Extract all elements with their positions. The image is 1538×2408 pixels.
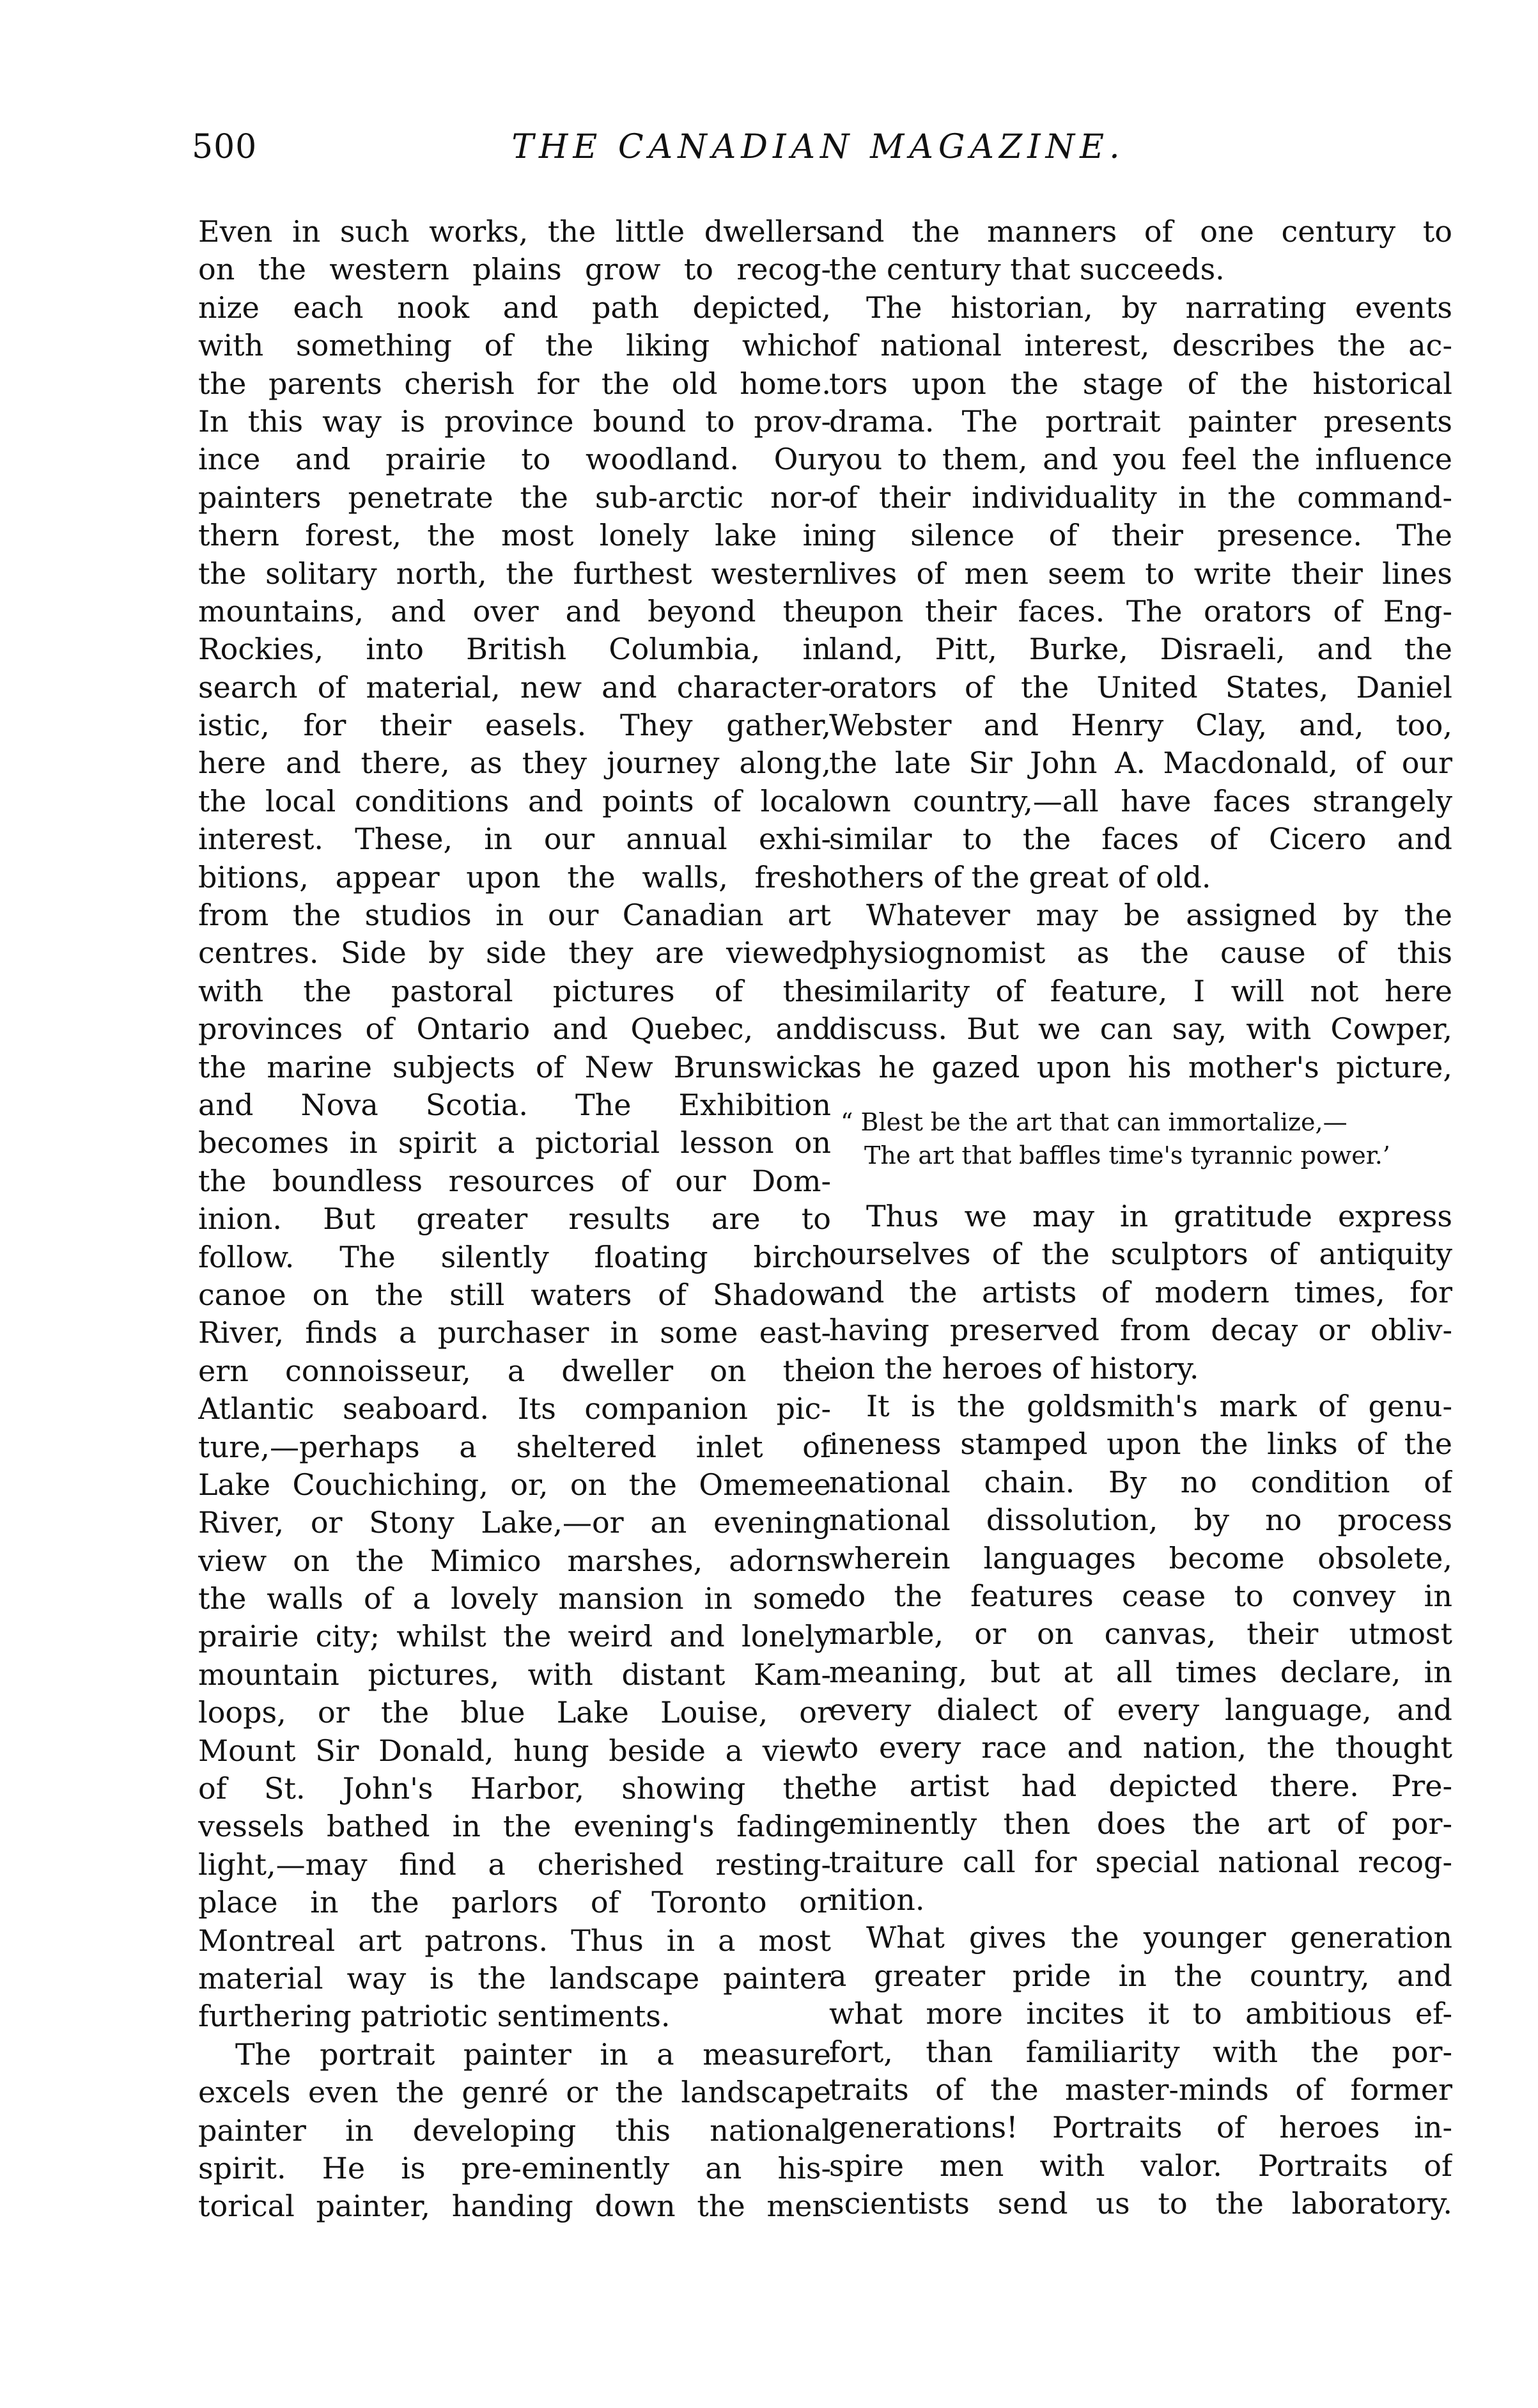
text-line: Even in such works, the little dwellers [198, 214, 831, 249]
text-line: spire men with valor. Portraits of [829, 2148, 1452, 2183]
text-line: and Nova Scotia. The Exhibition [198, 1087, 831, 1122]
page-number: 500 [192, 128, 258, 166]
quote-line: The art that baffles time's tyrannic power.’ [864, 1141, 1390, 1169]
text-line: bitions, appear upon the walls, fresh [198, 859, 831, 895]
text-line: the artist had depicted there. Pre- [829, 1768, 1452, 1803]
text-line: land, Pitt, Burke, Disraeli, and the [829, 632, 1452, 667]
block-quote [829, 1106, 1452, 1172]
text-line: what more incites it to ambitious ef- [829, 1996, 1452, 2031]
text-line: a greater pride in the country, and [829, 1958, 1452, 1993]
text-line: light,—may find a cherished resting- [198, 1847, 831, 1882]
text-line: with the pastoral pictures of the [198, 973, 831, 1008]
text-line: thern forest, the most lonely lake in [198, 518, 831, 553]
text-line: becomes in spirit a pictorial lesson on [198, 1125, 831, 1161]
text-line: River, or Stony Lake,—or an evening [198, 1505, 831, 1540]
text-line: meaning, but at all times declare, in [829, 1654, 1452, 1689]
text-line: having preserved from decay or obliv- [829, 1313, 1452, 1348]
text-line: Webster and Henry Clay, and, too, [829, 708, 1452, 743]
text-line: inion. But greater results are to [198, 1201, 831, 1237]
text-line: provinces of Ontario and Quebec, and [198, 1012, 831, 1047]
text-line: nize each nook and path depicted, [198, 290, 831, 325]
text-line: centres. Side by side they are viewed [198, 935, 831, 971]
text-line: Atlantic seaboard. Its companion pic- [198, 1391, 831, 1427]
quote-line: “ Blest be the art that can immortalize,— [841, 1107, 1348, 1136]
text-line: Rockies, into British Columbia, in [198, 632, 831, 667]
left-column [198, 213, 831, 2226]
text-line: own country,—all have faces strangely [829, 783, 1452, 818]
text-line: place in the parlors of Toronto or [198, 1885, 831, 1920]
paragraph-start-line: What gives the younger generation [866, 1920, 1452, 1955]
text-line: marble, or on canvas, their utmost [829, 1616, 1452, 1652]
text-line: River, finds a purchaser in some east- [198, 1315, 831, 1350]
text-line: canoe on the still waters of Shadow [198, 1277, 831, 1312]
text-line: and the artists of modern times, for [829, 1274, 1452, 1310]
text-line: the marine subjects of New Brunswick [198, 1049, 831, 1084]
text-line: torical painter, handing down the men [198, 2189, 831, 2224]
text-line: national dissolution, by no process [829, 1503, 1452, 1538]
text-line: view on the Mimico marshes, adorns [198, 1543, 831, 1578]
text-line: Lake Couchiching, or, on the Omemee [198, 1467, 831, 1502]
text-line: Montreal art patrons. Thus in a most [198, 1923, 831, 1958]
text-line: wherein languages become obsolete, [829, 1540, 1452, 1575]
text-line: every dialect of every language, and [829, 1693, 1452, 1728]
text-line: material way is the landscape painter [198, 1960, 831, 1996]
text-line: lives of men seem to write their lines [829, 556, 1452, 591]
text-line: similarity of feature, I will not here [829, 973, 1452, 1008]
text-line: ern connoisseur, a dweller on the [198, 1353, 831, 1388]
text-line: prairie city; whilst the weird and lonely [198, 1619, 831, 1654]
paragraph-start-line: It is the goldsmith's mark of genu- [866, 1388, 1452, 1423]
text-line: interest. These, in our annual exhi- [198, 822, 831, 857]
text-line: do the features cease to convey in [829, 1578, 1452, 1613]
text-line: ing silence of their presence. The [829, 518, 1452, 553]
text-line: the local conditions and points of local [198, 783, 831, 818]
text-line: the century that succeeds. [829, 252, 1225, 287]
text-line: ourselves of the sculptors of antiquity [829, 1237, 1452, 1272]
text-line: of national interest, describes the ac- [829, 328, 1452, 363]
text-line: painters penetrate the sub-arctic nor- [198, 480, 831, 515]
text-line: of St. John's Harbor, showing the [198, 1771, 831, 1806]
text-line: traits of the master-minds of former [829, 2072, 1452, 2107]
text-line: to every race and nation, the thought [829, 1730, 1452, 1765]
paragraph-start-line: The historian, by narrating events [866, 290, 1452, 325]
text-line: physiognomist as the cause of this [829, 935, 1452, 971]
text-line: furthering patriotic sentiments. [198, 1999, 671, 2034]
text-line: scientists send us to the laboratory. [829, 2186, 1452, 2221]
running-head: THE CANADIAN MAGAZINE. [511, 128, 1125, 166]
text-line: In this way is province bound to prov- [198, 403, 831, 439]
paragraph-start-line: The portrait painter in a measure [235, 2037, 831, 2072]
text-line: similar to the faces of Cicero and [829, 822, 1452, 857]
text-line: ineness stamped upon the links of the [829, 1427, 1452, 1462]
text-line: istic, for their easels. They gather, [198, 708, 831, 743]
text-line: follow. The silently floating birch [198, 1239, 831, 1274]
text-line: from the studios in our Canadian art [198, 898, 831, 933]
text-line: of their individuality in the command- [829, 480, 1452, 515]
text-line: painter in developing this national [198, 2113, 831, 2148]
text-line: Mount Sir Donald, hung beside a view [198, 1733, 831, 1768]
text-line: others of the great of old. [829, 859, 1211, 895]
text-line: the solitary north, the furthest western [198, 556, 831, 591]
text-line: fort, than familiarity with the por- [829, 2034, 1452, 2069]
text-line: generations! Portraits of heroes in- [829, 2110, 1452, 2145]
text-line: loops, or the blue Lake Louise, or [198, 1695, 831, 1730]
text-line: upon their faces. The orators of Eng- [829, 593, 1452, 629]
text-line: you to them, and you feel the influence [829, 442, 1452, 477]
text-line: search of material, new and character- [198, 669, 831, 705]
text-line: as he gazed upon his mother's picture, [829, 1049, 1452, 1084]
text-line: traiture call for special national recog- [829, 1844, 1452, 1879]
paragraph-start-line: Whatever may be assigned by the [866, 898, 1452, 933]
text-line: on the western plains grow to recog- [198, 252, 831, 287]
text-line: with something of the liking which [198, 328, 831, 363]
text-line: drama. The portrait painter presents [829, 403, 1452, 439]
right-column [829, 213, 1452, 2223]
text-line: eminently then does the art of por- [829, 1806, 1452, 1841]
text-line: the boundless resources of our Dom- [198, 1163, 831, 1198]
text-line: tors upon the stage of the historical [829, 366, 1452, 401]
text-line: vessels bathed in the evening's fading [198, 1809, 831, 1844]
text-line: spirit. He is pre-eminently an his- [198, 2150, 831, 2185]
text-line: and the manners of one century to [829, 214, 1452, 249]
text-line: ion the heroes of history. [829, 1350, 1199, 1386]
text-line: nition. [829, 1882, 925, 1918]
text-line: national chain. By no condition of [829, 1464, 1452, 1499]
text-line: excels even the genré or the landscape [198, 2075, 831, 2110]
paragraph-start-line: Thus we may in gratitude express [866, 1198, 1452, 1233]
text-line: mountain pictures, with distant Kam- [198, 1657, 831, 1692]
text-line: ture,—perhaps a sheltered inlet of [198, 1429, 831, 1464]
text-line: discuss. But we can say, with Cowper, [829, 1012, 1452, 1047]
text-line: here and there, as they journey along, [198, 746, 831, 781]
text-line: the walls of a lovely mansion in some [198, 1581, 831, 1616]
text-line: the parents cherish for the old home. [198, 366, 831, 401]
text-line: mountains, and over and beyond the [198, 593, 831, 629]
text-line: the late Sir John A. Macdonald, of our [829, 746, 1452, 781]
text-line: ince and prairie to woodland. Our [198, 442, 831, 477]
text-line: orators of the United States, Daniel [829, 669, 1452, 705]
